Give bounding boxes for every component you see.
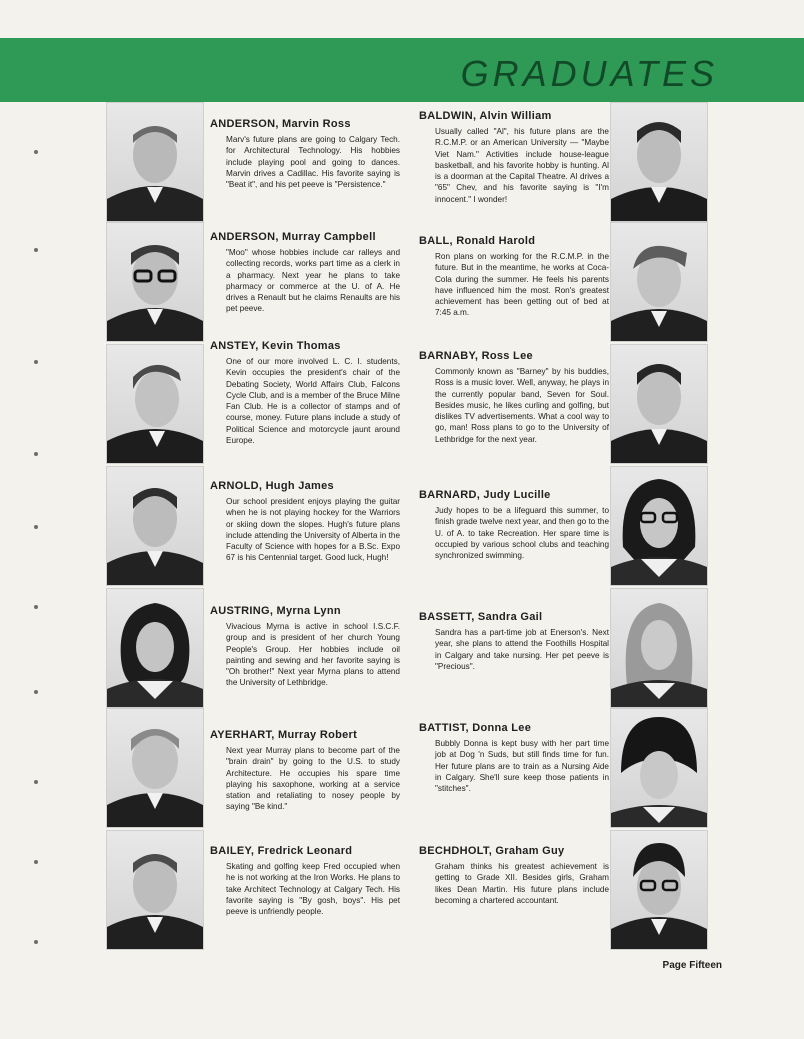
graduate-entry <box>210 729 400 813</box>
graduate-photo <box>106 588 204 708</box>
graduate-bio: Commonly known as "Barney" by his buddies, Ross is a music lover. Well, anyway, he plays in the currently popular band, Seven for Soul. Besides music, he likes curling and golfing, but dislikes TV advertisements. What a cool way to go, man! Ross plans to go to the University of Lethbridge for the next year. <box>435 367 609 444</box>
graduate-bio: Marv's future plans are going to Calgary Tech. for Architectural Technology. His hobbies include playing pool and going to dances. Marvin drives a Cadillac. His favorite saying is "Beat it", and his pet peeve is "Persistence." <box>226 135 400 190</box>
graduate-photo <box>610 466 708 586</box>
graduate-entry <box>419 350 609 445</box>
graduate-entry <box>210 845 400 917</box>
page-number: Page Fifteen <box>662 960 722 971</box>
graduate-bio: Judy hopes to be a lifeguard this summer, to finish grade twelve next year, and then go to the U. of A. to take Recreation. Her spare time is occupied by various school clubs and teaching synchronized swimming. <box>435 506 609 561</box>
graduate-entry <box>210 340 400 446</box>
graduate-name: ANDERSON, Marvin Ross <box>210 118 351 130</box>
graduate-name: AUSTRING, Myrna Lynn <box>210 605 341 617</box>
graduate-entry <box>210 118 400 190</box>
graduate-bio: Vivacious Myrna is active in school I.S.C.F. group and is president of her church Young People's Group. Her hobbies include oil painting and sewing and her favorite saying is "Oh brother!" Next year Myrna plans to attend the University of Lethbridge. <box>226 622 400 688</box>
graduate-entry <box>210 231 400 315</box>
graduate-entry <box>419 110 609 205</box>
graduate-name: BECHDHOLT, Graham Guy <box>419 845 565 857</box>
graduate-entry <box>210 605 400 689</box>
graduate-entry <box>419 611 609 672</box>
graduate-name: ARNOLD, Hugh James <box>210 480 334 492</box>
graduate-bio: Ron plans on working for the R.C.M.P. in the future. But in the meantime, he works at Coca-Cola during the summer. He feels his parents have influenced him the most. Ron's greatest achievement has been getting out of bed at 7:45 a.m. <box>435 252 609 318</box>
graduate-bio: Sandra has a part-time job at Enerson's. Next year, she plans to attend the Foothills Hospital in Calgary and take nursing. Her pet peeve is "Precious". <box>435 628 609 671</box>
graduate-name: BALL, Ronald Harold <box>419 235 536 247</box>
graduate-entry <box>419 489 609 561</box>
graduate-photo <box>610 344 708 464</box>
graduate-photo <box>106 830 204 950</box>
graduate-entry <box>419 722 609 794</box>
graduate-bio: Usually called "Al", his future plans are the R.C.M.P. or an American University — "Maybe Viet Nam." Activities include house-league basketball, and his favorite hobby is hunting. Al is a doorman at the Capital Theatre. Al drives a "65" Chev, and his favorite saying is "I'm innocent." I wonder! <box>435 127 609 204</box>
graduate-name: BAILEY, Fredrick Leonard <box>210 845 353 857</box>
graduate-name: BARNABY, Ross Lee <box>419 350 533 362</box>
graduate-bio: Our school president enjoys playing the guitar when he is not playing hockey for the Warriors or skiing down the slopes. Hugh's future plans include attending the University of Alberta in the Faculty of Science with hopes for a B.Sc. Expo 67 is his Centennial target. Good luck, Hugh! <box>226 497 400 563</box>
graduate-photo <box>610 102 708 222</box>
graduate-photo <box>610 588 708 708</box>
graduate-photo <box>610 830 708 950</box>
graduate-entry <box>210 480 400 564</box>
graduate-name: BALDWIN, Alvin William <box>419 110 552 122</box>
page-title: GRADUATES <box>460 53 718 94</box>
graduate-entry <box>419 845 609 906</box>
graduate-bio: Graham thinks his greatest achievement is getting to Grade XII. Besides girls, Graham likes Dean Martin. His future plans include becoming a chartered accountant. <box>435 862 609 905</box>
graduate-entry <box>419 235 609 319</box>
graduate-bio: Next year Murray plans to become part of the "brain drain" by going to the U.S. to study Architecture. He occupies his spare time playing his saxophone, working at a service station and retaliating to nosey people by saying "Be kind." <box>226 746 400 812</box>
graduate-name: AYERHART, Murray Robert <box>210 729 358 741</box>
graduate-photo <box>106 466 204 586</box>
graduate-bio: Bubbly Donna is kept busy with her part time job at Dog 'n Suds, but still finds time for fun. Her future plans are to train as a Nursing Aide in Calgary. She'll sure keep those patients in "stitches". <box>435 739 609 794</box>
graduate-name: BARNARD, Judy Lucille <box>419 489 551 501</box>
graduate-photo <box>106 708 204 828</box>
graduate-photo <box>610 708 708 828</box>
binder-hole-marks <box>34 0 42 1039</box>
graduate-name: BASSETT, Sandra Gail <box>419 611 543 623</box>
graduate-photo <box>106 344 204 464</box>
graduate-name: ANSTEY, Kevin Thomas <box>210 340 341 352</box>
graduate-bio: One of our more involved L. C. I. students, Kevin occupies the president's chair of the Debating Society, World Affairs Club, Falcons Cycle Club, and is a member of the Bruce Milne Fan Club. He is a collector of stamps and of course, money. Future plans include a study of Political Science and motorcycle jaunt around Europe. <box>226 357 400 446</box>
graduate-photo <box>106 222 204 342</box>
graduate-photo <box>106 102 204 222</box>
graduate-photo <box>610 222 708 342</box>
graduate-bio: "Moo" whose hobbies include car ralleys and collecting records, works part time as a clerk in a pharmacy. Next year he plans to take pharmacy or commerce at the U. of A. He drives a Renault but he claims Renaults are his pet peeve. <box>226 248 400 314</box>
graduate-name: BATTIST, Donna Lee <box>419 722 532 734</box>
graduate-bio: Skating and golfing keep Fred occupied when he is not working at the Iron Works. He plans to take Architect Technology at Calgary Tech. His favorite saying is "By gosh, boys". His pet peeve is unfriendly people. <box>226 862 400 917</box>
graduate-name: ANDERSON, Murray Campbell <box>210 231 376 243</box>
